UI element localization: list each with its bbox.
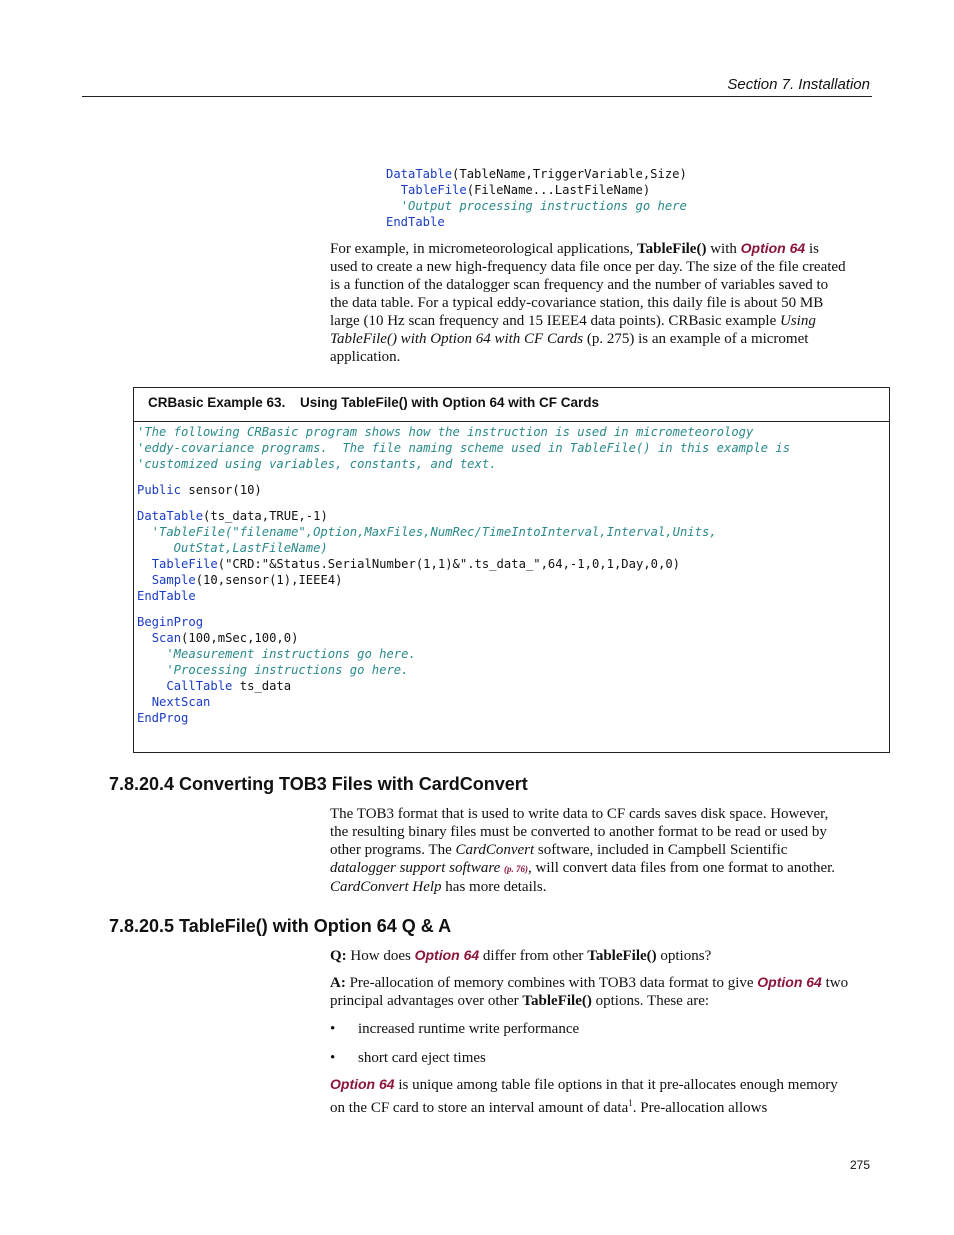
code-comment: 'Processing instructions go here.	[137, 663, 409, 677]
text-run: options?	[656, 948, 712, 964]
code-comment: 'The following CRBasic program shows how the instruction is used in micrometeorology	[137, 425, 754, 439]
code-text: (FileName...LastFileName)	[466, 183, 651, 197]
code-comment: OutStat,LastFileName)	[137, 541, 328, 555]
code-keyword: DataTable	[137, 509, 204, 523]
question-label: Q:	[330, 948, 347, 964]
code-keyword: TableFile	[400, 183, 467, 197]
option-link[interactable]: Option 64	[414, 947, 480, 963]
footnote-marker[interactable]: 1	[628, 1098, 633, 1108]
text-run: differ from other	[479, 948, 588, 964]
code-text: (TableName,TriggerVariable,Size)	[452, 167, 687, 181]
example-title: Using TableFile() with Option 64 with CF Cards	[300, 395, 600, 410]
text-run: (p. 275) is an example of a micromet application.	[330, 331, 809, 365]
code-keyword: EndTable	[386, 215, 445, 229]
code-comment: 'Output processing instructions go here	[400, 199, 687, 213]
example-link[interactable]: Using TableFile() with Option 64 with CF Cards	[330, 313, 816, 347]
advantages-list	[330, 1020, 850, 1078]
list-item-text: increased runtime write performance	[358, 1021, 580, 1037]
text-run: has more details.	[441, 879, 547, 895]
bold-run: TableFile()	[637, 241, 707, 257]
code-keyword: Scan	[151, 631, 182, 645]
code-comment: 'TableFile("filename",Option,MaxFiles,NumRec/TimeIntoInterval,Interval,Units,	[137, 525, 717, 539]
code-keyword: Public	[137, 483, 182, 497]
code-keyword: EndTable	[137, 589, 196, 603]
code-keyword: NextScan	[151, 695, 211, 709]
code-comment: 'eddy-covariance programs. The file naming scheme used in TableFile() in this example is	[137, 441, 791, 455]
code-text: (100,mSec,100,0)	[181, 631, 299, 645]
section-heading-cardconvert: 7.8.20.4 Converting TOB3 Files with CardConvert	[109, 774, 528, 794]
code-comment: 'Measurement instructions go here.	[137, 647, 416, 661]
text-run: with	[706, 241, 741, 257]
text-run: options. These are:	[591, 993, 710, 1009]
top-code-block	[386, 166, 687, 230]
italic-run: CardConvert	[455, 842, 535, 858]
answer-label: A:	[330, 975, 346, 991]
list-item	[330, 1049, 850, 1078]
example-number: CRBasic Example 63.	[148, 395, 286, 410]
code-keyword: TableFile	[151, 557, 218, 571]
code-keyword: DataTable	[386, 167, 453, 181]
bold-run: TableFile()	[587, 948, 657, 964]
bullet-icon: •	[330, 1021, 336, 1037]
paragraph-micromet	[330, 239, 850, 366]
list-item-text: short card eject times	[358, 1050, 486, 1066]
option-link[interactable]: Option 64	[757, 974, 822, 990]
text-run: How does	[346, 948, 415, 964]
italic-run: CardConvert Help	[330, 879, 442, 895]
text-run: is used to create a new high-frequency data file once per day. The size of the file created is a function of the datalogger scan frequency and the number of variables saved to the data table. For a typical eddy-covariance station, this daily file is about 50 MB large (10 Hz scan frequency and 15 IEEE4 data points). CRBasic example	[330, 241, 846, 329]
code-keyword: EndProg	[137, 711, 189, 725]
crbasic-example-box	[133, 387, 890, 753]
text-run: For example, in micrometeorological applications,	[330, 241, 637, 257]
page-number: 275	[849, 1158, 870, 1172]
code-text: sensor(10)	[181, 483, 262, 497]
section-heading-qa: 7.8.20.5 TableFile() with Option 64 Q & A	[109, 916, 452, 936]
bullet-icon: •	[330, 1050, 336, 1066]
list-item	[330, 1020, 850, 1049]
code-keyword: CallTable	[166, 679, 233, 693]
paragraph-question	[330, 946, 850, 965]
text-run: . Pre-allocation allows	[632, 1100, 768, 1116]
code-text: ts_data	[232, 679, 292, 693]
text-run: , will convert data files from one format to another.	[528, 860, 836, 876]
paragraph-answer	[330, 973, 850, 1010]
option-link[interactable]: Option 64	[330, 1076, 395, 1092]
code-keyword: Sample	[151, 573, 196, 587]
code-text: ("CRD:"&Status.SerialNumber(1,1)&".ts_data_",64,-1,0,1,Day,0,0)	[217, 557, 680, 571]
text-run: Pre-allocation of memory combines with TOB3 data format to give	[345, 975, 758, 991]
code-keyword: BeginProg	[137, 615, 204, 629]
example-title-bar	[134, 388, 889, 422]
text-run: The TOB3 format that is used to write data to CF cards saves disk space. However, the resulting binary files must be converted to another format to be read or used by other programs. The	[330, 806, 829, 858]
page-reference-link[interactable]: (p. 76)	[504, 864, 529, 874]
code-text: (ts_data,TRUE,-1)	[203, 509, 328, 523]
header-rule	[82, 96, 872, 97]
code-text: (10,sensor(1),IEEE4)	[195, 573, 343, 587]
page-header-title: Section 7. Installation	[727, 76, 870, 93]
text-run: is unique among table file options in that it pre-allocates enough memory on the CF card to store an interval amount of data	[330, 1077, 838, 1116]
italic-run: datalogger support software	[330, 860, 501, 876]
text-run: software, included in Campbell Scientific	[534, 842, 788, 858]
example-code-block	[134, 422, 889, 726]
text-run: two principal advantages over other	[330, 975, 849, 1009]
option-link[interactable]: Option 64	[740, 240, 806, 256]
paragraph-cardconvert	[330, 805, 850, 896]
paragraph-preallocation	[330, 1075, 850, 1117]
code-comment: 'customized using variables, constants, and text.	[137, 457, 497, 471]
bold-run: TableFile()	[522, 993, 592, 1009]
